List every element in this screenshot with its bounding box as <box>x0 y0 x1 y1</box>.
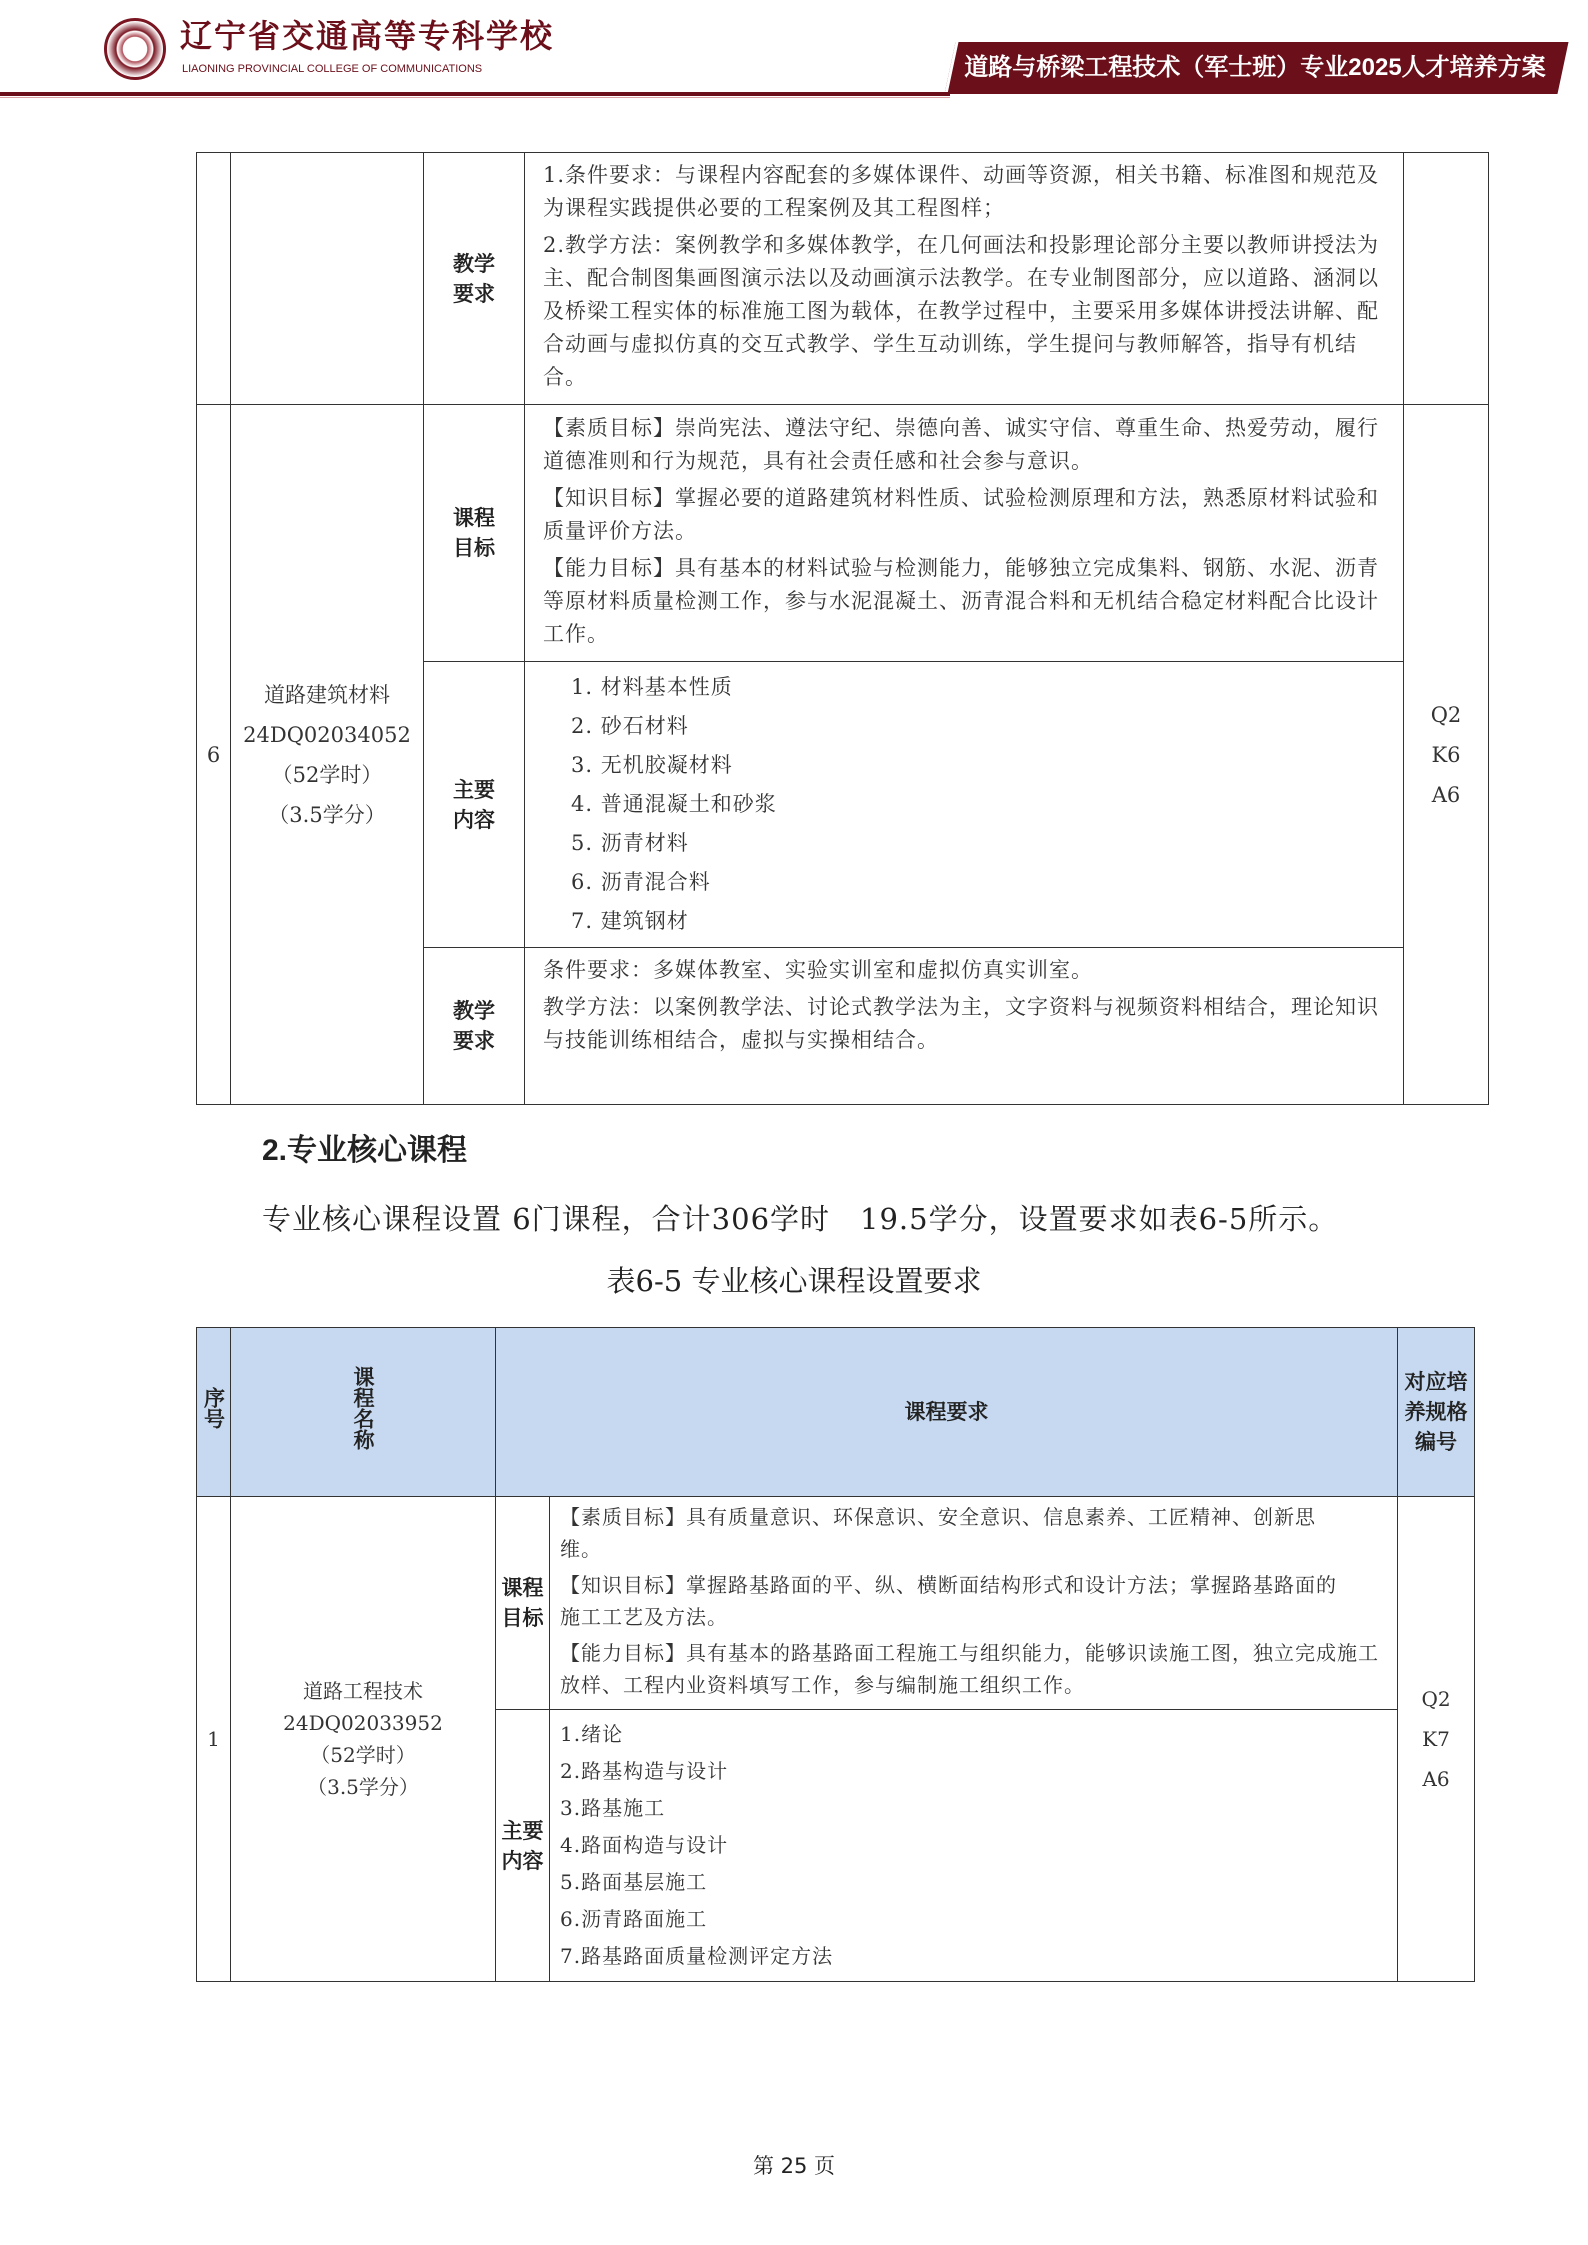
list-item: 6.沥青路面施工 <box>560 1907 708 1931</box>
spec-code: A6 <box>1431 782 1461 807</box>
table-row <box>197 1497 1475 1710</box>
req-item: 条件要求：多媒体教室、实验实训室和虚拟仿真实训室。 <box>543 958 1093 982</box>
course-code: 24DQ02034052 <box>243 722 411 747</box>
spec-code: A6 <box>1422 1767 1450 1791</box>
header-rule-thin <box>0 97 950 98</box>
req-item: 1.条件要求：与课程内容配套的多媒体课件、动画等资源，相关书籍、标准图和规范及为课程实践提供必要的工程案例及其工程图样； <box>543 163 1380 220</box>
list-item: 2.路基构造与设计 <box>560 1759 729 1783</box>
header-rule <box>0 92 950 96</box>
table-header-row <box>197 1328 1475 1497</box>
content-label <box>424 662 525 948</box>
page-number: 第 25 页 <box>752 2154 836 2178</box>
course-credits: （3.5学分） <box>307 1775 419 1799</box>
list-item: 3.路基施工 <box>560 1796 666 1820</box>
page-body <box>196 152 1488 1982</box>
label-text: 教学要求 <box>453 251 495 306</box>
list-item: 1. 材料基本性质 <box>571 675 733 699</box>
row-number: 6 <box>197 405 231 1105</box>
list-item: 7. 建筑钢材 <box>571 909 689 933</box>
req-item: 2.教学方法：案例教学和多媒体教学，在几何画法和投影理论部分主要以教师讲授法为主、配合制图集画图演示法以及动画演示法教学。在专业制图部分，应以道路、涵洞以及桥梁工程实体的标准施工图为载体，在教学过程中，主要采用多媒体讲授法讲解、配合动画与虚拟仿真的交互式教学、学生互动训练，学生提问与教师解答，指导有机结合。 <box>543 233 1380 389</box>
req-item: 教学方法：以案例教学法、讨论式教学法为主，文字资料与视频资料相结合，理论知识与技能训练相结合，虚拟与实操相结合。 <box>543 995 1379 1052</box>
section-heading: 2.专业核心课程 <box>262 1134 468 1167</box>
label-text: 课程目标 <box>501 1576 544 1630</box>
goals-content <box>550 1497 1398 1710</box>
table-row <box>197 153 1489 405</box>
list-item: 6. 沥青混合料 <box>571 870 711 894</box>
course-name: 道路建筑材料 <box>264 682 390 707</box>
goal-item: 【素质目标】具有质量意识、环保意识、安全意识、信息素养、工匠精神、创新思维。 <box>560 1505 1316 1561</box>
course-name: 道路工程技术 <box>303 1679 423 1703</box>
spec-codes <box>1398 1497 1475 1982</box>
course-name-cell <box>231 405 424 1105</box>
label-text: 课程目标 <box>453 506 495 560</box>
label-text: 教学要求 <box>453 999 495 1053</box>
course-name-cell <box>231 1497 496 1982</box>
table-caption: 表6-5 专业核心课程设置要求 <box>606 1264 982 1298</box>
school-name-cn: 辽宁省交通高等专科学校 <box>180 17 555 55</box>
list-item: 5.路面基层施工 <box>560 1870 708 1894</box>
content-label <box>496 1710 550 1982</box>
course-code: 24DQ02033952 <box>283 1711 443 1735</box>
list-item: 5. 沥青材料 <box>571 831 689 855</box>
page-header <box>0 0 1588 100</box>
header-text: 序号 <box>201 1387 226 1429</box>
content-list <box>525 662 1404 948</box>
course-table-continued <box>196 152 1489 1105</box>
school-name-en: LIAONING PROVINCIAL COLLEGE OF COMMUNICATIONS <box>182 63 483 75</box>
school-seal-logo <box>104 18 166 80</box>
goal-item: 【知识目标】掌握必要的道路建筑材料性质、试验检测原理和方法，熟悉原材料试验和质量评价方法。 <box>543 485 1379 543</box>
header-spec <box>1398 1328 1475 1497</box>
list-item: 2. 砂石材料 <box>571 714 689 738</box>
course-hours: （52学时） <box>310 1743 416 1767</box>
content-list <box>550 1710 1398 1982</box>
course-credits: （3.5学分） <box>268 802 386 827</box>
goals-label <box>424 405 525 662</box>
label-text: 主要内容 <box>501 1818 544 1873</box>
goals-label <box>496 1497 550 1710</box>
header-text: 对应培养规格编号 <box>1404 1370 1468 1454</box>
spec-code: Q2 <box>1430 702 1462 727</box>
header-no <box>197 1328 231 1497</box>
list-item: 7.路基路面质量检测评定方法 <box>560 1944 834 1968</box>
document-title: 道路与桥梁工程技术（军士班）专业2025人才培养方案 <box>964 54 1546 81</box>
goal-item: 【知识目标】掌握路基路面的平、纵、横断面结构形式和设计方法；掌握路基路面的施工工艺及方法。 <box>560 1573 1337 1629</box>
spec-code: Q2 <box>1421 1687 1451 1711</box>
teach-req-label <box>424 948 525 1105</box>
section-paragraph: 专业核心课程设置 6门课程，合计306学时 19.5学分，设置要求如表6-5所示。 <box>262 1202 1339 1236</box>
header-req: 课程要求 <box>496 1328 1398 1497</box>
goal-item: 【能力目标】具有基本的路基路面工程施工与组织能力，能够识读施工图，独立完成施工放样、工程内业资料填写工作，参与编制施工组织工作。 <box>560 1641 1379 1697</box>
list-item: 4. 普通混凝土和砂浆 <box>571 792 777 816</box>
spec-code: K6 <box>1431 742 1461 767</box>
course-hours: （52学时） <box>271 762 383 787</box>
core-course-table <box>196 1327 1475 1982</box>
teach-req-label <box>424 153 525 405</box>
header-name <box>231 1328 496 1497</box>
list-item: 1.绪论 <box>560 1722 624 1746</box>
teach-req-content <box>525 153 1404 405</box>
goal-item: 【能力目标】具有基本的材料试验与检测能力，能够独立完成集料、钢筋、水泥、沥青等原材料质量检测工作，参与水泥混凝土、沥青混合料和无机结合稳定材料配合比设计工作。 <box>543 555 1379 646</box>
row-number: 1 <box>197 1497 231 1982</box>
spec-codes <box>1404 405 1489 1105</box>
goal-item: 【素质目标】崇尚宪法、遵法守纪、崇德向善、诚实守信、尊重生命、热爱劳动，履行道德准则和行为规范，具有社会责任感和社会参与意识。 <box>543 415 1379 473</box>
spec-code: K7 <box>1422 1727 1450 1751</box>
list-item: 3. 无机胶凝材料 <box>571 753 733 777</box>
goals-content <box>525 405 1404 662</box>
header-text: 课程名称 <box>351 1366 375 1450</box>
label-text: 主要内容 <box>453 777 495 832</box>
teach-req-content <box>525 948 1404 1105</box>
list-item: 4.路面构造与设计 <box>560 1833 729 1857</box>
table-row <box>197 405 1489 662</box>
